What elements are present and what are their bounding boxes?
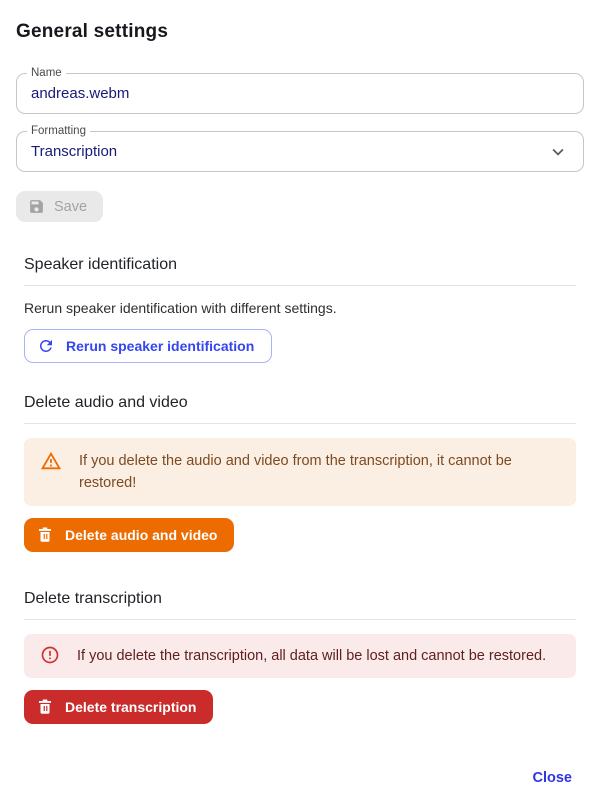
name-field[interactable]: [16, 67, 584, 114]
trash-icon: [36, 698, 54, 716]
save-button-label: Save: [54, 198, 88, 215]
delete-audio-video-button[interactable]: [24, 518, 234, 552]
delete-audio-video-label: Delete audio and video: [65, 527, 218, 543]
formatting-selected-value: Transcription: [31, 143, 118, 160]
delete-transcription-button[interactable]: [24, 690, 213, 724]
rerun-button-label: Rerun speaker identification: [66, 338, 255, 354]
section-heading-delete-transcription: Delete transcription: [24, 590, 162, 607]
formatting-field-label: Formatting: [27, 124, 90, 138]
trash-icon: [36, 526, 54, 544]
formatting-select[interactable]: [16, 125, 584, 172]
error-alert-text: If you delete the transcription, all data will be lost and cannot be restored.: [77, 648, 547, 664]
speaker-identification-description: Rerun speaker identification with different settings.: [24, 300, 337, 316]
refresh-icon: [37, 337, 55, 355]
divider: [24, 423, 576, 424]
warning-alert: [24, 438, 576, 506]
delete-transcription-label: Delete transcription: [65, 699, 197, 715]
dialog-footer: [24, 768, 574, 788]
rerun-speaker-identification-button[interactable]: [24, 329, 272, 363]
error-alert: [24, 634, 576, 678]
warning-alert-text: If you delete the audio and video from the transcription, it cannot be restored!: [79, 453, 512, 491]
save-button[interactable]: [16, 191, 103, 222]
chevron-down-icon: [547, 141, 569, 163]
section-heading-speaker-identification: Speaker identification: [24, 256, 177, 273]
warning-triangle-icon: [40, 450, 62, 472]
page-title: General settings: [16, 21, 169, 42]
section-heading-delete-audio-video: Delete audio and video: [24, 394, 188, 411]
name-field-label: Name: [27, 66, 66, 80]
save-icon: [28, 198, 45, 215]
error-circle-icon: [40, 645, 60, 665]
divider: [24, 285, 576, 286]
close-button[interactable]: Close: [532, 770, 572, 786]
divider: [24, 619, 576, 620]
name-input[interactable]: [31, 85, 569, 102]
